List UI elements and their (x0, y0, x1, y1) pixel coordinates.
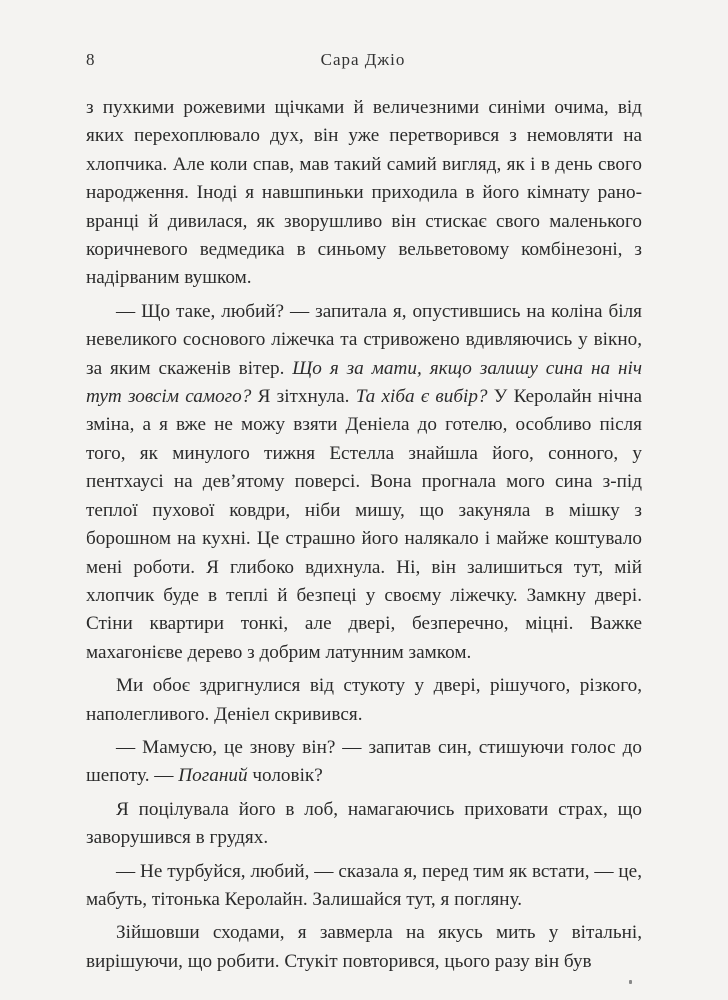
text-segment: Ми обоє здригнулися від стукоту у двері, рішучого, різкого, наполегливого. Деніел скривився. (86, 675, 642, 725)
text-segment: У Керолайн нічна зміна, а я вже не можу взяти Деніела до готелю, особливо після того, як минулого тижня Естелла знайшла його, сонного, у пентхаусі на дев’ятому поверсі. Вона прогнала мого сина з-під теплої пухової ковдри, ніби мишу, що закуняла в мішку з борошном на кухні. Це страшно його налякало і майже коштувало мені роботи. Я глибоко вдихнула. Ні, він залишиться тут, мій хлопчик буде в теплі й безпеці у своєму ліжечку. Замкну двері. Стіни квартири тонкі, але двері, безперечно, міцні. Важке махагонієве дерево з добрим латунним замком. (86, 386, 643, 663)
paragraph (86, 298, 642, 667)
body-text (86, 94, 642, 976)
italic-text-segment: Що я за мати, якщо залишу сина на ніч тут зовсім самого? (86, 357, 642, 408)
paragraph (86, 94, 642, 293)
text-segment: — Не турбуйся, любий, — сказала я, перед тим як встати, — це, мабуть, тітонька Керолайн. Залишайся тут, я погляну. (86, 860, 642, 910)
text-segment: чоловік? (247, 765, 323, 787)
paragraph (86, 858, 642, 915)
italic-text-segment: Поганий (178, 765, 248, 787)
italic-text-segment: Та хіба є вибір? (355, 386, 488, 408)
text-segment: — Мамусю, це знову він? — запитав син, стишуючи голос до шепоту. — (86, 736, 642, 787)
text-segment: — Що таке, любий? — запитала я, опустившись на коліна біля невеликого соснового ліжечка та стривожено вдивляючись у вікно, за яким скаженів вітер. (86, 300, 642, 379)
page-number: 8 (86, 50, 95, 69)
text-segment: з пухкими рожевими щічками й величезними синіми очима, від яких перехоплювало дух, він уже перетворився з немовляти на хлопчика. Але коли спав, мав такий самий вигляд, як і в день свого народження. Іноді я навшпиньки приходила в його кімнату рано-вранці й дивилася, як зворушливо він стискає свого маленького коричневого ведмедика в синьому вельветовому комбінезоні, з надірваним вушком. (86, 97, 642, 289)
paragraph (86, 919, 642, 976)
paragraph (86, 796, 642, 853)
paragraph (86, 734, 642, 791)
text-segment: Я поцілувала його в лоб, намагаючись приховати страх, що заворушився в грудях. (86, 798, 642, 849)
text-segment: Зійшовши сходами, я завмерла на якусь мить у вітальні, вирішуючи, що робити. Стукіт повторився, цього разу він був (86, 922, 642, 972)
running-head: Сара Джіо (320, 50, 406, 69)
paragraph (86, 672, 642, 729)
print-speck (629, 980, 632, 984)
text-segment: Я зітхнула. (251, 386, 356, 408)
page-header (86, 50, 640, 74)
